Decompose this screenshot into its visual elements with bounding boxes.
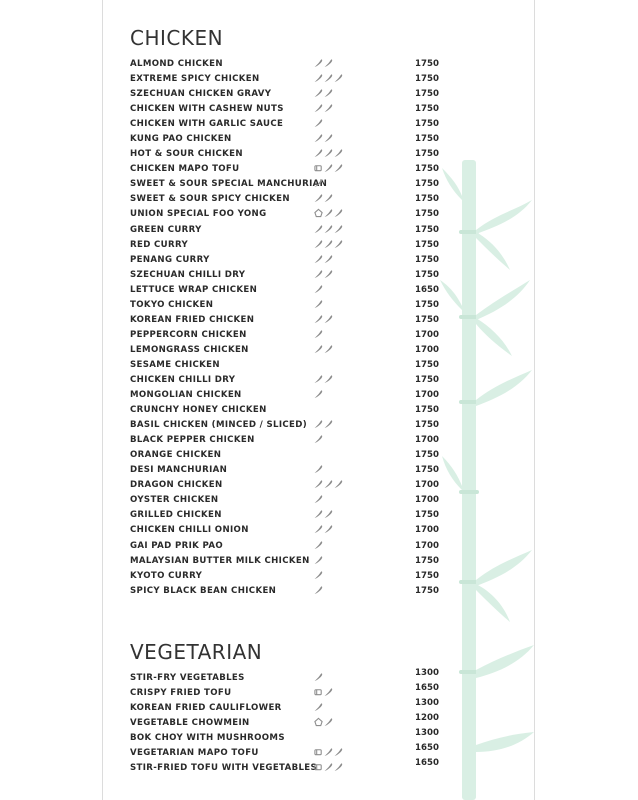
chili-icon (314, 284, 323, 294)
menu-item-price: 1750 (415, 299, 439, 310)
vegetarian-price-column (415, 666, 455, 771)
menu-item-name: OYSTER CHICKEN (130, 495, 219, 506)
chili-icon (324, 269, 333, 279)
chili-icon (314, 464, 323, 474)
menu-item-price: 1750 (415, 570, 439, 581)
menu-item-icons (314, 329, 350, 341)
menu-item-row (130, 433, 440, 448)
menu-item-name: MONGOLIAN CHICKEN (130, 390, 242, 401)
menu-item-price: 1750 (415, 405, 439, 416)
menu-item-row (130, 448, 440, 463)
vegetarian-price: 1200 (415, 713, 439, 724)
chili-icon (314, 193, 323, 203)
menu-item-name: CHICKEN MAPO TOFU (130, 164, 240, 175)
chili-icon (314, 555, 323, 565)
chili-icon (314, 88, 323, 98)
chili-icon (314, 570, 323, 580)
menu-item-name: DESI MANCHURIAN (130, 465, 228, 476)
menu-item-icons (314, 133, 350, 145)
menu-item-price: 1700 (415, 495, 439, 506)
chili-icon (314, 118, 323, 128)
menu-item-icons (314, 404, 350, 416)
chili-icon (334, 148, 343, 158)
menu-item-price: 1750 (415, 239, 439, 250)
chili-icon (314, 389, 323, 399)
chili-icon (314, 73, 323, 83)
chili-icon (334, 224, 343, 234)
tofu-icon (314, 687, 323, 697)
menu-item-icons (314, 163, 350, 175)
menu-item-row (130, 584, 440, 599)
menu-item-row (130, 554, 440, 569)
chili-icon (324, 103, 333, 113)
menu-item-price: 1750 (415, 74, 439, 85)
chili-icon (334, 73, 343, 83)
menu-item-name: BOK CHOY WITH MUSHROOMS (130, 733, 285, 744)
tofu-icon (314, 762, 323, 772)
chili-icon (334, 747, 343, 757)
menu-item-icons (314, 178, 350, 190)
menu-item-price: 1750 (415, 585, 439, 596)
menu-item-icons (314, 570, 350, 582)
chili-icon (334, 208, 343, 218)
menu-item-name: BLACK PEPPER CHICKEN (130, 435, 255, 446)
menu-item-name: KUNG PAO CHICKEN (130, 134, 232, 145)
menu-item-name: STIR-FRIED TOFU WITH VEGETABLES (130, 763, 318, 774)
menu-item-price: 1750 (415, 269, 439, 280)
chili-icon (334, 479, 343, 489)
vegetarian-price: 1300 (415, 698, 439, 709)
chili-icon (324, 524, 333, 534)
menu-item-name: VEGETARIAN MAPO TOFU (130, 748, 259, 759)
menu-item-name: BASIL CHICKEN (MINCED / SLICED) (130, 420, 308, 431)
chili-icon (324, 193, 333, 203)
menu-item-row (130, 132, 440, 147)
chili-icon (314, 509, 323, 519)
menu-item-row (130, 117, 440, 132)
menu-item-icons (314, 524, 350, 536)
menu-item-icons (314, 314, 350, 326)
nut-icon (314, 717, 323, 727)
chili-icon (314, 479, 323, 489)
menu-item-icons (314, 717, 350, 729)
menu-item-row (130, 746, 440, 761)
menu-item-price: 1700 (415, 525, 439, 536)
menu-item-row (130, 313, 440, 328)
chili-icon (314, 494, 323, 504)
menu-item-icons (314, 732, 350, 744)
menu-item-name: TOKYO CHICKEN (130, 299, 214, 310)
menu-item-price: 1750 (415, 450, 439, 461)
chili-icon (314, 299, 323, 309)
menu-item-name: STIR-FRY VEGETABLES (130, 673, 245, 683)
menu-item-row (130, 147, 440, 162)
menu-item-name: KOREAN FRIED CHICKEN (130, 314, 255, 325)
menu-item-name: CHICKEN WITH CASHEW NUTS (130, 104, 284, 115)
chili-icon (314, 239, 323, 249)
chili-icon (314, 585, 323, 595)
menu-item-icons (314, 555, 350, 567)
menu-item-row (130, 716, 440, 731)
chili-icon (324, 133, 333, 143)
menu-item-name: SZECHUAN CHILLI DRY (130, 269, 246, 280)
chili-icon (324, 717, 333, 727)
menu-item-row (130, 298, 440, 313)
menu-item-icons (314, 494, 350, 506)
menu-item-icons (314, 269, 350, 281)
menu-item-row (130, 253, 440, 268)
chili-icon (324, 163, 333, 173)
chili-icon (314, 133, 323, 143)
menu-item-row (130, 523, 440, 538)
menu-item-row (130, 328, 440, 343)
menu-item-name: HOT & SOUR CHICKEN (130, 149, 243, 160)
chili-icon (314, 254, 323, 264)
menu-item-price: 1750 (415, 164, 439, 175)
menu-item-icons (314, 208, 350, 220)
menu-item-row (130, 373, 440, 388)
chili-icon (314, 374, 323, 384)
chicken-menu-list (130, 57, 440, 599)
chili-icon (324, 509, 333, 519)
chili-icon (314, 148, 323, 158)
menu-item-row (130, 403, 440, 418)
chili-icon (324, 58, 333, 68)
chili-icon (324, 747, 333, 757)
menu-item-price: 1750 (415, 149, 439, 160)
menu-item-icons (314, 747, 350, 759)
menu-item-name: PEPPERCORN CHICKEN (130, 329, 247, 340)
menu-item-price: 1750 (415, 555, 439, 566)
menu-item-name: ALMOND CHICKEN (130, 59, 223, 69)
menu-item-name: KYOTO CURRY (130, 570, 203, 581)
menu-item-icons (314, 540, 350, 552)
menu-item-icons (314, 374, 350, 386)
chili-icon (314, 702, 323, 712)
menu-item-row (130, 358, 440, 373)
menu-item-icons (314, 509, 350, 521)
menu-item-row (130, 418, 440, 433)
menu-item-name: CHICKEN CHILLI ONION (130, 525, 249, 536)
vegetarian-price: 1300 (415, 668, 439, 678)
menu-item-price: 1750 (415, 104, 439, 115)
menu-item-name: SPICY BLACK BEAN CHICKEN (130, 585, 277, 596)
menu-item-icons (314, 479, 350, 491)
chili-icon (324, 419, 333, 429)
menu-item-price: 1750 (415, 465, 439, 476)
menu-item-price: 1700 (415, 435, 439, 446)
menu-item-price: 1750 (415, 179, 439, 190)
menu-item-price: 1700 (415, 540, 439, 551)
vegetarian-price: 1650 (415, 743, 439, 754)
menu-item-name: CHICKEN WITH GARLIC SAUCE (130, 119, 284, 130)
menu-item-row (130, 343, 440, 358)
menu-item-row (130, 207, 440, 222)
chili-icon (324, 479, 333, 489)
menu-item-row (130, 463, 440, 478)
menu-item-price: 1750 (415, 209, 439, 220)
menu-item-icons (314, 224, 350, 236)
menu-item-icons (314, 284, 350, 296)
chili-icon (324, 254, 333, 264)
menu-item-price: 1700 (415, 329, 439, 340)
menu-item-row (130, 102, 440, 117)
menu-item-row (130, 72, 440, 87)
chili-icon (324, 239, 333, 249)
menu-item-icons (314, 359, 350, 371)
menu-item-name: SWEET & SOUR SPICY CHICKEN (130, 194, 290, 205)
chili-icon (324, 73, 333, 83)
menu-item-name: RED CURRY (130, 239, 189, 250)
chili-icon (314, 419, 323, 429)
menu-item-price: 1750 (415, 314, 439, 325)
menu-item-price: 1750 (415, 374, 439, 385)
menu-item-name: GRILLED CHICKEN (130, 510, 222, 521)
menu-item-row (130, 478, 440, 493)
tofu-icon (314, 747, 323, 757)
menu-item-name: CRUNCHY HONEY CHICKEN (130, 405, 267, 416)
menu-item-name: CHICKEN CHILLI DRY (130, 374, 236, 385)
chili-icon (324, 314, 333, 324)
menu-item-name: SESAME CHICKEN (130, 359, 220, 370)
menu-item-price: 1650 (415, 284, 439, 295)
menu-item-row (130, 223, 440, 238)
menu-item-name: LEMONGRASS CHICKEN (130, 344, 249, 355)
menu-item-icons (314, 193, 350, 205)
menu-item-icons (314, 464, 350, 476)
vegetarian-price: 1650 (415, 758, 439, 769)
chili-icon (314, 224, 323, 234)
chili-icon (324, 762, 333, 772)
menu-item-price: 1750 (415, 420, 439, 431)
menu-item-price: 1750 (415, 194, 439, 205)
menu-item-icons (314, 73, 350, 85)
page-border-left (102, 0, 103, 800)
menu-item-name: PENANG CURRY (130, 254, 210, 265)
menu-item-row (130, 569, 440, 584)
chili-icon (314, 178, 323, 188)
menu-item-name: UNION SPECIAL FOO YONG (130, 209, 267, 220)
menu-item-icons (314, 118, 350, 130)
chili-icon (314, 344, 323, 354)
chili-icon (334, 163, 343, 173)
menu-item-icons (314, 239, 350, 251)
menu-item-row (130, 87, 440, 102)
menu-item-icons (314, 687, 350, 699)
menu-item-row (130, 388, 440, 403)
menu-item-row (130, 268, 440, 283)
menu-item-price: 1750 (415, 119, 439, 130)
menu-item-row (130, 238, 440, 253)
menu-item-row (130, 162, 440, 177)
menu-item-price: 1750 (415, 224, 439, 235)
menu-item-name: CRISPY FRIED TOFU (130, 688, 232, 699)
menu-item-price: 1750 (415, 510, 439, 521)
menu-item-icons (314, 148, 350, 160)
menu-item-price: 1750 (415, 134, 439, 145)
menu-item-price: 1700 (415, 480, 439, 491)
menu-item-row (130, 671, 440, 686)
menu-item-name: GREEN CURRY (130, 224, 202, 235)
menu-item-icons (314, 702, 350, 714)
vegetarian-menu-list (130, 671, 440, 776)
menu-item-row (130, 283, 440, 298)
menu-item-icons (314, 585, 350, 597)
chili-icon (314, 540, 323, 550)
menu-item-icons (314, 672, 350, 684)
chili-icon (314, 434, 323, 444)
nut-icon (314, 208, 323, 218)
chili-icon (314, 269, 323, 279)
chili-icon (324, 88, 333, 98)
menu-item-icons (314, 762, 350, 774)
chili-icon (324, 344, 333, 354)
menu-item-row (130, 508, 440, 523)
menu-item-name: VEGETABLE CHOWMEIN (130, 718, 250, 729)
menu-item-price: 1750 (415, 59, 439, 69)
menu-item-row (130, 701, 440, 716)
menu-item-row (130, 493, 440, 508)
menu-item-icons (314, 299, 350, 311)
section-title-chicken: CHICKEN (130, 26, 224, 50)
vegetarian-price: 1650 (415, 683, 439, 694)
menu-item-icons (314, 419, 350, 431)
menu-item-name: SWEET & SOUR SPECIAL MANCHURIAN (130, 179, 328, 190)
menu-item-row (130, 539, 440, 554)
menu-item-icons (314, 434, 350, 446)
menu-item-row (130, 57, 440, 72)
menu-item-price: 1750 (415, 254, 439, 265)
menu-item-price: 1700 (415, 344, 439, 355)
menu-item-name: SZECHUAN CHICKEN GRAVY (130, 89, 272, 100)
menu-item-price: 1750 (415, 359, 439, 370)
menu-item-row (130, 731, 440, 746)
chili-icon (324, 224, 333, 234)
menu-item-row (130, 686, 440, 701)
menu-item-icons (314, 344, 350, 356)
vegetarian-price: 1300 (415, 728, 439, 739)
chili-icon (334, 239, 343, 249)
menu-item-price: 1750 (415, 89, 439, 100)
chili-icon (324, 687, 333, 697)
chili-icon (314, 329, 323, 339)
menu-item-icons (314, 449, 350, 461)
menu-item-icons (314, 58, 350, 70)
menu-item-name: EXTREME SPICY CHICKEN (130, 74, 260, 85)
menu-item-name: DRAGON CHICKEN (130, 480, 223, 491)
chili-icon (314, 524, 323, 534)
menu-item-icons (314, 88, 350, 100)
menu-item-row (130, 192, 440, 207)
tofu-icon (314, 163, 323, 173)
menu-item-icons (314, 103, 350, 115)
chili-icon (314, 58, 323, 68)
menu-item-name: GAI PAD PRIK PAO (130, 540, 224, 551)
chili-icon (324, 148, 333, 158)
chili-icon (314, 103, 323, 113)
chili-icon (324, 208, 333, 218)
section-title-vegetarian: VEGETARIAN (130, 640, 263, 664)
menu-item-name: KOREAN FRIED CAULIFLOWER (130, 703, 282, 714)
menu-item-name: MALAYSIAN BUTTER MILK CHICKEN (130, 555, 310, 566)
menu-item-icons (314, 254, 350, 266)
chili-icon (334, 762, 343, 772)
menu-item-row (130, 761, 440, 776)
menu-item-icons (314, 389, 350, 401)
chili-icon (314, 314, 323, 324)
menu-item-row (130, 177, 440, 192)
menu-item-name: LETTUCE WRAP CHICKEN (130, 284, 258, 295)
menu-item-name: ORANGE CHICKEN (130, 450, 222, 461)
menu-item-price: 1700 (415, 390, 439, 401)
chili-icon (314, 672, 323, 682)
chili-icon (324, 374, 333, 384)
